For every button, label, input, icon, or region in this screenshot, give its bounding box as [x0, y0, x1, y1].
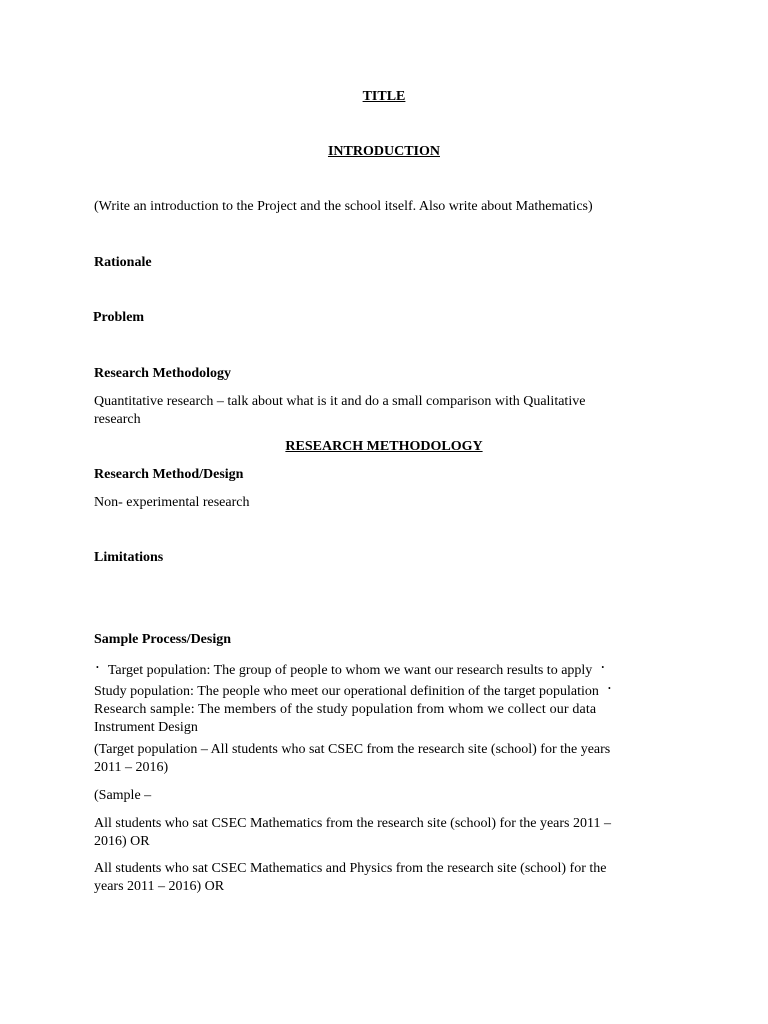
- csec-math-line-2: 2016) OR: [94, 834, 150, 849]
- quantitative-paragraph: [94, 393, 675, 429]
- sample-process-heading: Sample Process/Design: [94, 632, 232, 647]
- doc-title: TITLE: [362, 89, 406, 104]
- target-population-line: [94, 659, 675, 680]
- quantitative-line-1: Quantitative research – talk about what is it and do a small comparison with Qualitative: [94, 394, 586, 409]
- problem-heading: Problem: [93, 310, 145, 325]
- target-pop-line-2: 2011 – 2016): [94, 760, 169, 775]
- limitations-heading: Limitations: [94, 550, 164, 565]
- instrument-design-line: Instrument Design: [94, 720, 198, 735]
- quantitative-line-2: research: [94, 412, 141, 427]
- non-experimental-text: Non- experimental research: [94, 495, 250, 510]
- introduction-heading: INTRODUCTION: [327, 144, 440, 159]
- research-sample-line: Research sample: The members of the study population from whom we collect our data: [94, 702, 597, 717]
- bullet-icon: •: [607, 684, 611, 693]
- csec-math-line-1: All students who sat CSEC Mathematics from the research site (school) for the years 2011 –: [94, 816, 611, 831]
- bullet-icon: •: [96, 663, 99, 672]
- study-population-line: [94, 680, 675, 701]
- research-methodology-heading: Research Methodology: [94, 366, 231, 381]
- target-population-text: Target population: The group of people to whom we want our research results to apply: [107, 663, 593, 678]
- rationale-heading: Rationale: [94, 255, 152, 270]
- target-pop-line-1: (Target population – All students who sat CSEC from the research site (school) for the years: [94, 742, 611, 757]
- bullet-icon: •: [601, 663, 605, 672]
- csec-physics-paragraph: [94, 860, 675, 896]
- csec-math-paragraph: [94, 815, 675, 851]
- sample-definitions-paragraph: [94, 659, 675, 737]
- target-population-paragraph: [94, 741, 675, 777]
- csec-physics-line-1: All students who sat CSEC Mathematics and Physics from the research site (school) for the: [94, 861, 607, 876]
- research-methodology-caps-heading: RESEARCH METHODOLOGY: [285, 439, 483, 454]
- study-population-text: Study population: The people who meet our operational definition of the target population: [94, 684, 599, 699]
- method-design-heading: Research Method/Design: [94, 467, 244, 482]
- csec-physics-line-2: years 2011 – 2016) OR: [94, 879, 225, 894]
- intro-note: (Write an introduction to the Project and the school itself. Also write about Mathematics): [94, 199, 593, 214]
- sample-open-text: (Sample –: [94, 788, 152, 803]
